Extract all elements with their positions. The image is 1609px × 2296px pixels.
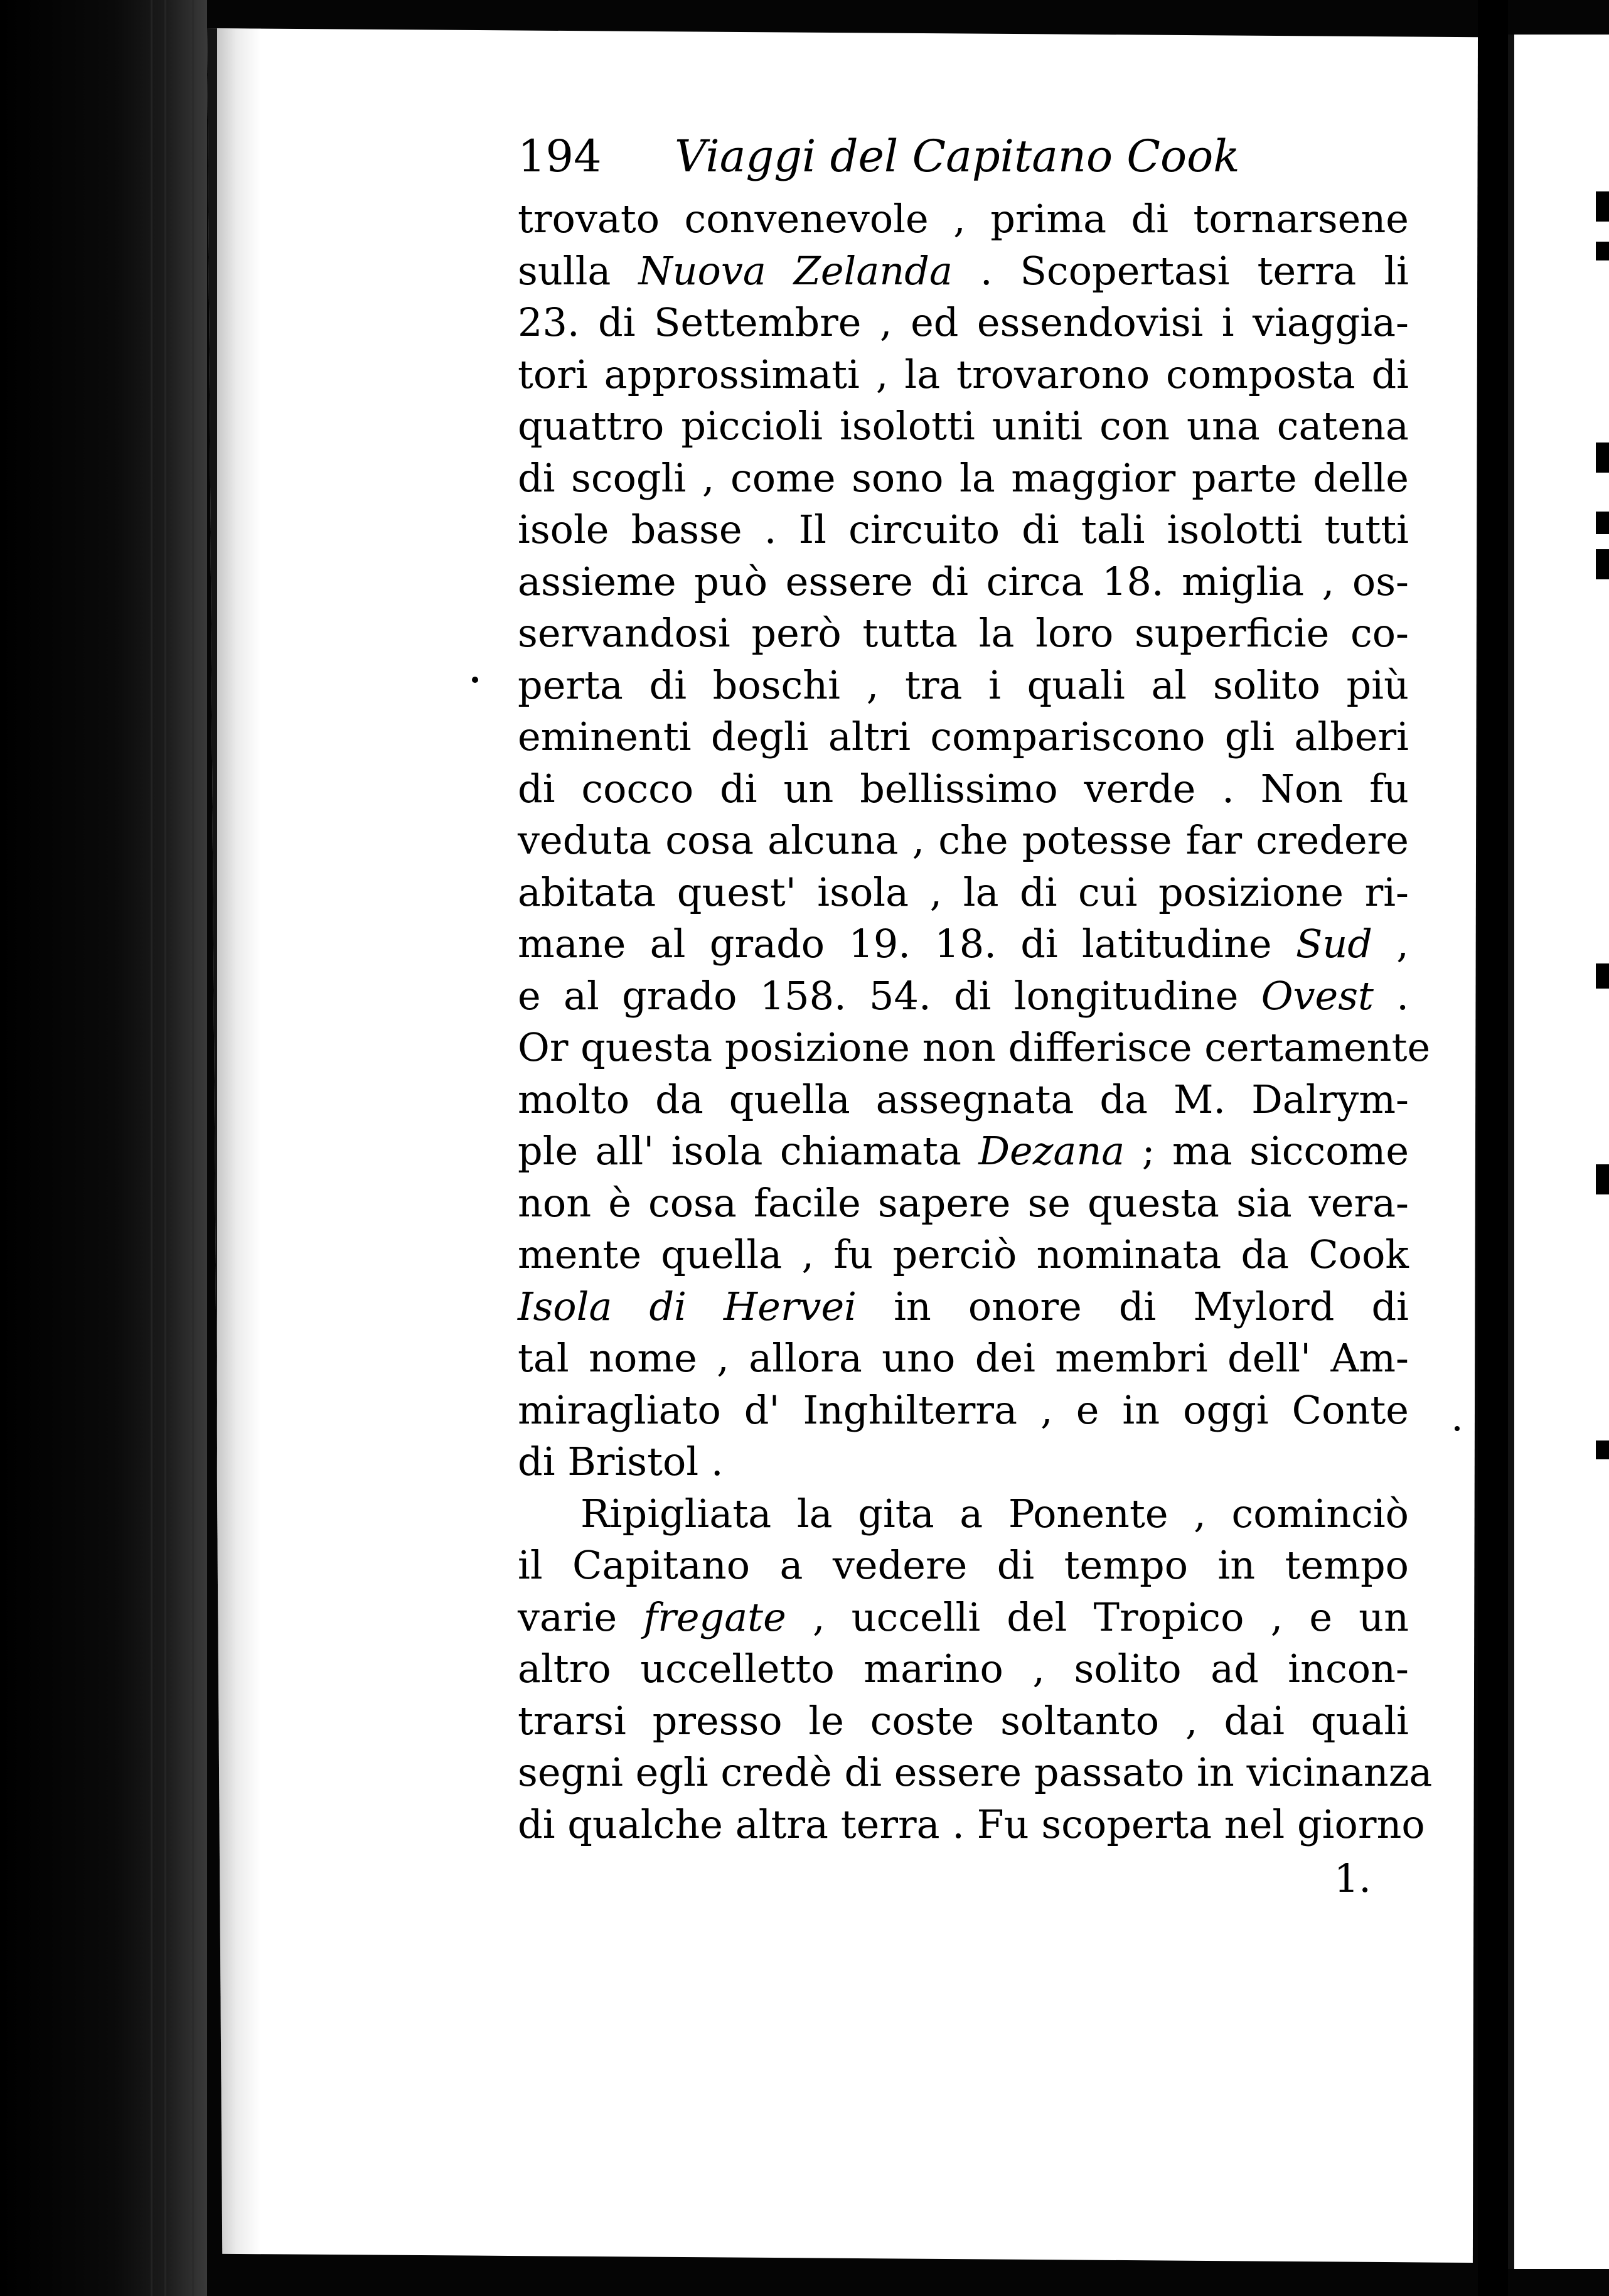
text-run: . Scopertasi terra li [952, 247, 1409, 294]
text-line [518, 1333, 1409, 1385]
text-run: perta di boschi , tra i quali al solito più [518, 662, 1409, 708]
text-line [518, 608, 1409, 660]
text-line [518, 1178, 1409, 1230]
text-run: trarsi presso le coste soltanto , dai quali [518, 1697, 1409, 1744]
running-head [518, 119, 1409, 193]
text-run: tal nome , allora uno dei membri dell' Am- [518, 1335, 1409, 1381]
text-run: non è cosa facile sapere se questa sia vera- [518, 1179, 1409, 1226]
text-run: mente quella , fu perciò nominata da Cook [518, 1231, 1409, 1277]
text-run: servandosi però tutta la loro superficie co- [518, 610, 1409, 656]
text-line [518, 1592, 1409, 1644]
ink-speck [1455, 1426, 1460, 1431]
text-line [518, 453, 1409, 505]
text-line [518, 1799, 1425, 1851]
text-line [518, 556, 1409, 608]
text-run: abitata quest' isola , la di cui posizione ri- [518, 869, 1409, 915]
text-line [518, 1125, 1409, 1178]
italic-text: Isola di Hervei [518, 1283, 857, 1329]
text-run: trovato convenevole , prima di tornarsene [518, 196, 1409, 242]
running-title: Viaggi del Capitano Cook [675, 131, 1240, 182]
text-run: varie [518, 1594, 644, 1640]
text-line [518, 815, 1409, 867]
text-line [518, 1074, 1409, 1126]
text-line [518, 1229, 1409, 1281]
text-line [518, 504, 1409, 556]
text-line [518, 1695, 1409, 1747]
page-gap [1478, 0, 1508, 2296]
text-run: quattro piccioli isolotti uniti con una catena [518, 403, 1409, 449]
text-run: Or questa posizione non differisce certamente [518, 1024, 1431, 1070]
page-number: 194 [518, 131, 602, 182]
text-line [518, 245, 1409, 298]
text-run: Ripigliata la gita a Ponente , cominciò [580, 1490, 1409, 1537]
text-line [518, 1022, 1431, 1074]
text-line [518, 400, 1409, 453]
text-run: ple all' isola chiamata [518, 1128, 979, 1174]
text-line [518, 1540, 1409, 1592]
text-run: in onore di Mylord di [857, 1283, 1409, 1329]
text-line [518, 297, 1409, 349]
text-run: molto da quella assegnata da M. Dalrym- [518, 1076, 1409, 1122]
text-run: mane al grado 19. 18. di latitudine [518, 921, 1296, 967]
text-run: . [1373, 972, 1409, 1019]
text-run: di scogli , come sono la maggior parte delle [518, 454, 1409, 501]
text-run: il Capitano a vedere di tempo in tempo [518, 1542, 1409, 1588]
italic-text: fregate [643, 1594, 786, 1640]
text-line [518, 1488, 1409, 1540]
text-line [518, 193, 1409, 245]
page-text [518, 119, 1433, 1907]
text-run: assieme può essere di circa 18. miglia , os- [518, 558, 1409, 604]
body-text [518, 193, 1433, 1850]
italic-text: Ovest [1261, 972, 1374, 1019]
text-line [518, 1643, 1409, 1695]
italic-text: Dezana [978, 1128, 1125, 1174]
text-line [518, 918, 1409, 970]
text-line [518, 1747, 1433, 1799]
italic-text: Sud [1295, 921, 1372, 967]
text-run: , [1372, 921, 1409, 967]
text-run: segni egli credè di essere passato in vicinanza [518, 1749, 1433, 1795]
next-page-edge [1508, 35, 1609, 2269]
text-line [518, 660, 1409, 712]
text-line [518, 711, 1409, 763]
text-line [518, 349, 1409, 401]
text-run: altro uccelletto marino , solito ad incon- [518, 1646, 1409, 1692]
text-line [518, 970, 1409, 1022]
text-run: , uccelli del Tropico , e un [786, 1594, 1409, 1640]
text-run: miragliato d' Inghilterra , e in oggi Conte [518, 1387, 1409, 1433]
text-run: ; ma siccome [1125, 1128, 1409, 1174]
binding-edge [0, 0, 207, 2296]
text-run: di qualche altra terra . Fu scoperta nel giorno [518, 1801, 1425, 1847]
text-run: veduta cosa alcuna , che potesse far credere [518, 817, 1409, 863]
text-line [518, 867, 1409, 919]
ink-speck [472, 677, 478, 683]
text-run: e al grado 158. 54. di longitudine [518, 972, 1261, 1019]
italic-text: Nuova Zelanda [638, 247, 953, 294]
catchword: 1. [1334, 1855, 1371, 1901]
text-run: eminenti degli altri compariscono gli alberi [518, 714, 1409, 759]
text-run: di Bristol . [518, 1439, 724, 1484]
gutter-shadow [217, 28, 261, 2263]
text-line [518, 1436, 1409, 1488]
text-line [518, 1385, 1409, 1437]
text-run: di cocco di un bellissimo verde . Non fu [518, 765, 1409, 812]
text-line [518, 763, 1409, 815]
text-run: 23. di Settembre , ed essendovisi i viaggia- [518, 299, 1409, 345]
text-run: sulla [518, 247, 639, 294]
text-line [518, 1281, 1409, 1333]
text-run: tori approssimati , la trovarono composta di [518, 351, 1409, 397]
text-run: isole basse . Il circuito di tali isolotti tutti [518, 507, 1409, 552]
